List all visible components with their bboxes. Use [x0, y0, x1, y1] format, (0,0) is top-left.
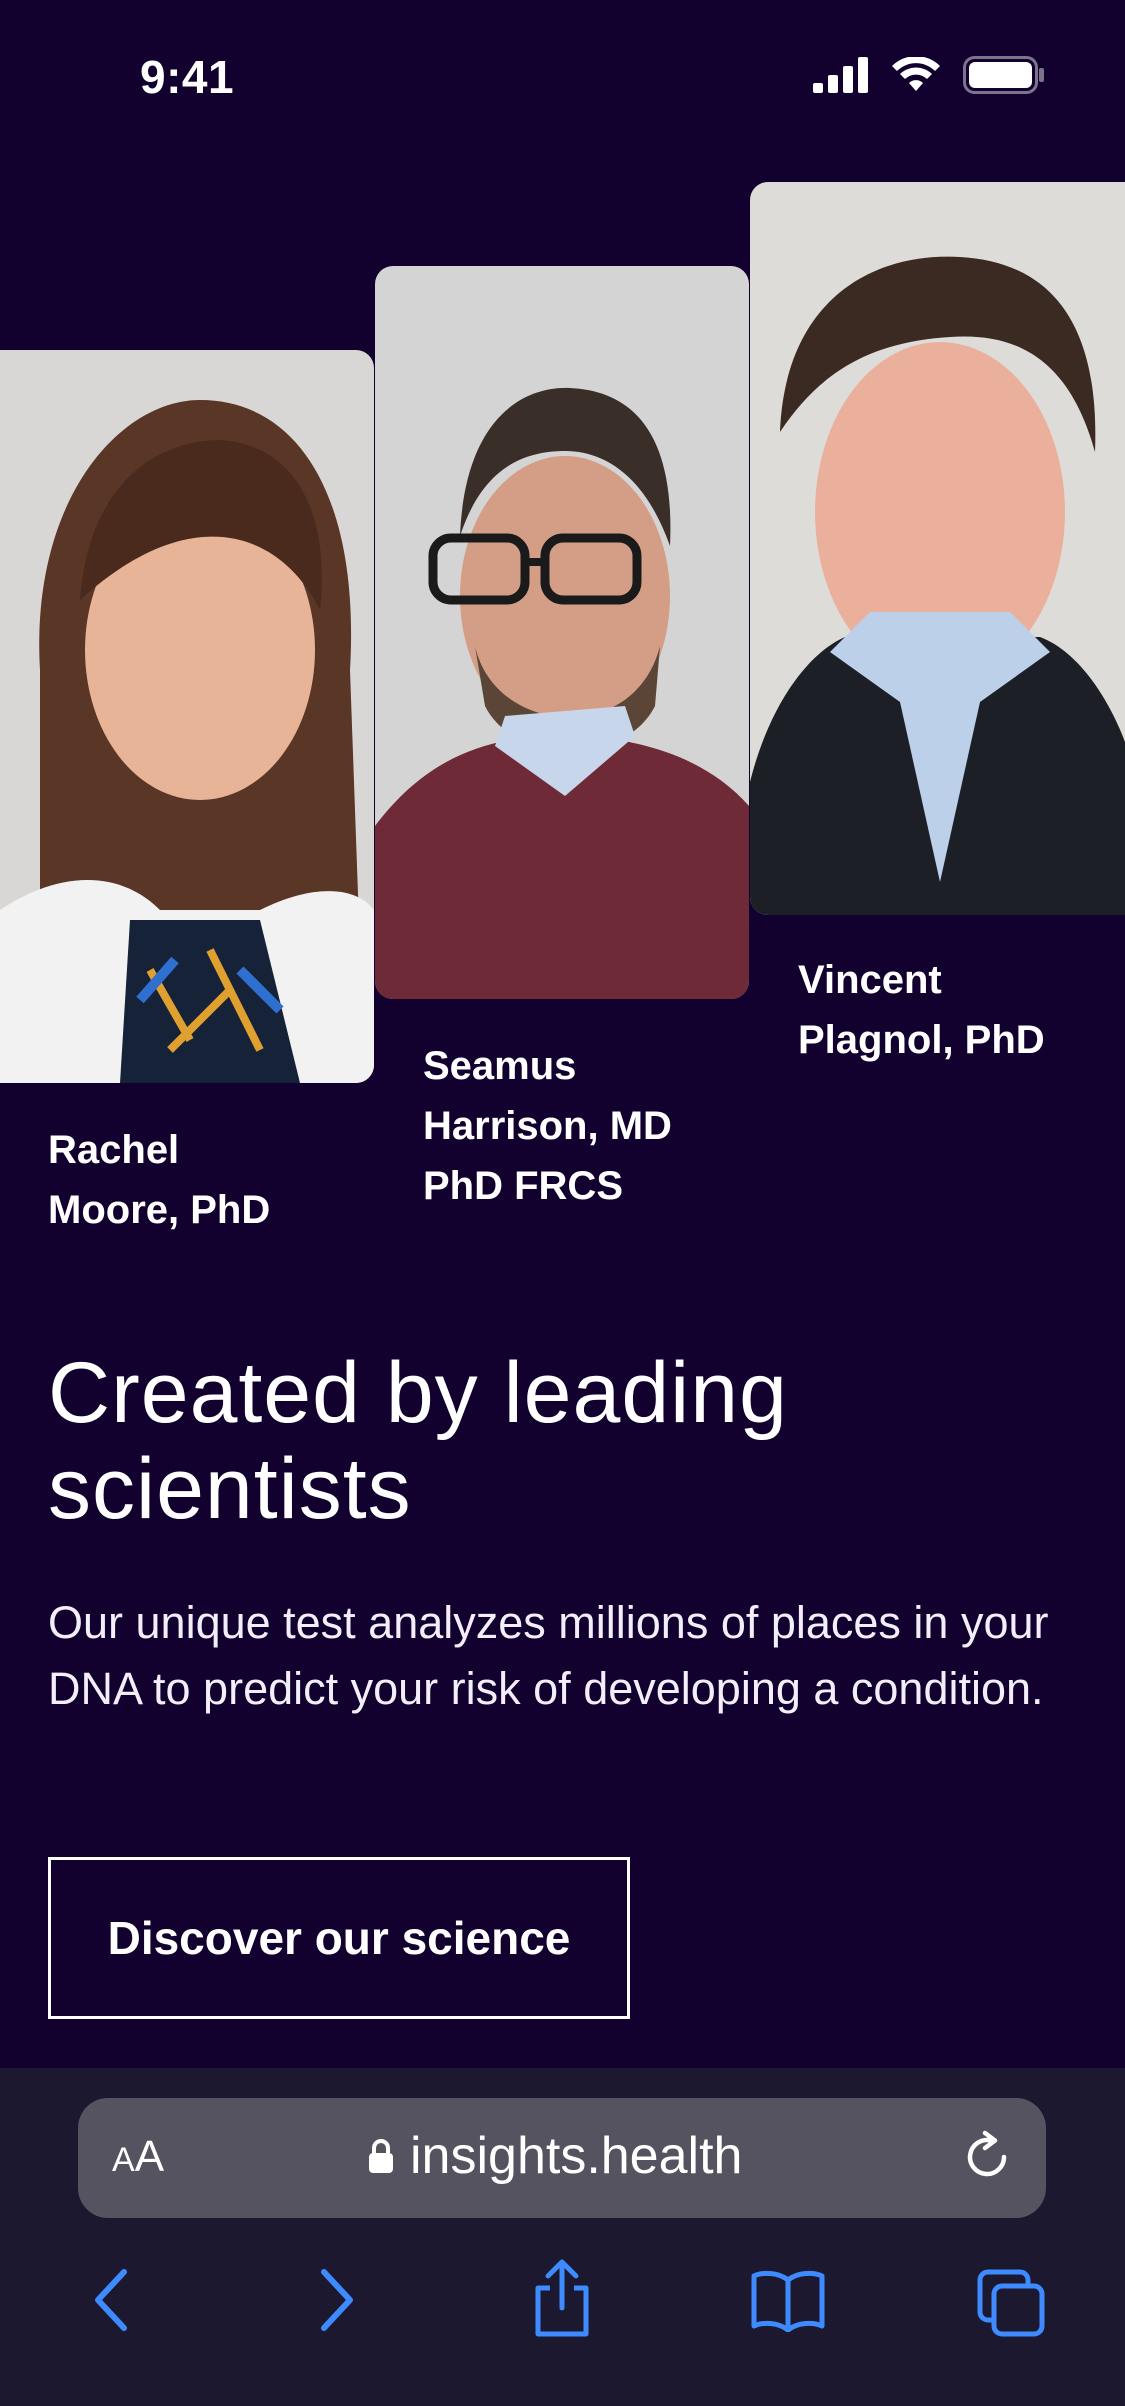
rachel-moore-photo: [0, 350, 374, 1083]
team-member-name-vincent: [798, 950, 1045, 1070]
address-bar[interactable]: [78, 2098, 1046, 2218]
tabs-icon[interactable]: [976, 2268, 1046, 2338]
discover-science-button[interactable]: Discover our science: [48, 1857, 630, 2019]
browser-toolbar: [0, 2258, 1125, 2358]
status-time: 9:41: [140, 51, 235, 103]
name-line: Moore, PhD: [48, 1188, 271, 1232]
forward-icon[interactable]: [316, 2268, 356, 2332]
vincent-plagnol-photo: [750, 182, 1125, 915]
bookmarks-icon[interactable]: [750, 2268, 826, 2332]
headline-line: Created by leading: [48, 1345, 788, 1441]
back-icon[interactable]: [92, 2268, 132, 2332]
text-size-large-a: A: [134, 2132, 165, 2181]
name-line: Plagnol, PhD: [798, 1018, 1045, 1062]
browser-chrome: [0, 2068, 1125, 2406]
text-size-button[interactable]: [112, 2132, 164, 2182]
hero-headline: [48, 1345, 1078, 1537]
seamus-harrison-photo: [375, 266, 749, 999]
status-icons: [813, 56, 1045, 94]
url-display[interactable]: [368, 2126, 742, 2186]
team-member-name-seamus: [423, 1036, 672, 1216]
name-line: Seamus: [423, 1044, 577, 1088]
name-line: PhD FRCS: [423, 1164, 623, 1208]
share-icon[interactable]: [530, 2258, 594, 2338]
reload-button[interactable]: [958, 2128, 1016, 2191]
hero-body: Our unique test analyzes millions of places in your DNA to predict your risk of developing a condition.: [48, 1597, 1049, 1714]
reload-icon: [958, 2128, 1016, 2186]
battery-icon: [963, 56, 1045, 94]
lock-icon: [368, 2138, 394, 2174]
name-line: Harrison, MD: [423, 1104, 672, 1148]
name-line: Vincent: [798, 958, 942, 1002]
text-size-small-a: A: [112, 2141, 135, 2179]
url-text: insights.health: [410, 2127, 743, 2185]
team-member-name-rachel: [48, 1120, 270, 1240]
name-line: Rachel: [48, 1128, 180, 1172]
cellular-signal-icon: [813, 57, 869, 93]
headline-line: scientists: [48, 1441, 412, 1537]
wifi-icon: [891, 57, 941, 93]
status-bar: [0, 0, 1125, 140]
